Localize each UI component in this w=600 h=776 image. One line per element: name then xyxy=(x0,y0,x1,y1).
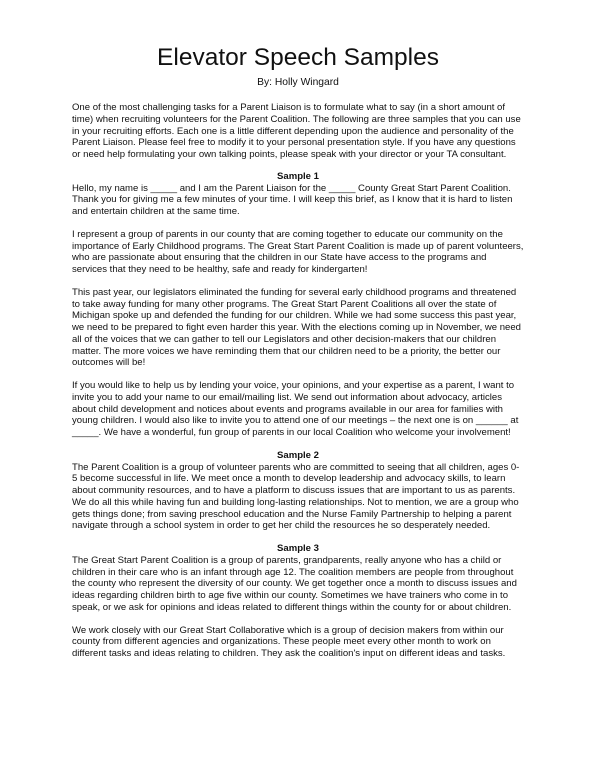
sample-1-paragraph-1: Hello, my name is _____ and I am the Parent Liaison for the _____ County Great Start Parent Coalition. Thank you for giving me a few minutes of your time. I will keep this brief, as I know that it is hard to listen and entertain children at the same time. xyxy=(72,182,513,217)
sample-2-section xyxy=(72,450,524,532)
sample-1-paragraph-2: I represent a group of parents in our county that are coming together to educate our community on the importance of Early Childhood programs. The Great Start Parent Coalition is made up of parent volunteers, who are passionate about ensuring that the children in our State have access to the programs and services that they need to be healthy, safe and ready for kindergarten! xyxy=(72,228,524,275)
document-title: Elevator Speech Samples xyxy=(157,44,439,71)
sample-1-section xyxy=(72,171,524,439)
sample-1-heading: Sample 1 xyxy=(277,170,319,182)
sample-3-section xyxy=(72,543,524,660)
sample-2-heading: Sample 2 xyxy=(277,449,319,461)
sample-1-paragraph-4: If you would like to help us by lending your voice, your opinions, and your expertise as a parent, I want to invite you to add your name to our email/mailing list. We send out information about advocacy, articles about child development and notices about events and programs available in our area for families with young children. I would also like to invite you to attend one of our meetings – the next one is on ______ at _____. We have a wonderful, fun group of parents in our local Coalition who welcome your involvement! xyxy=(72,380,519,438)
sample-3-heading: Sample 3 xyxy=(277,543,319,554)
intro-paragraph: One of the most challenging tasks for a Parent Liaison is to formulate what to say (in a short amount of time) when recruiting volunteers for the Parent Coalition. The following are three samples that you can use in your recruiting efforts. Each one is a little different depending upon the audience and personality of the Parent Liaison. Please feel free to modify it to your personal presentation style. If you have any questions or need help formulating your own talking points, please speak with your director or your TA consultant. xyxy=(72,102,521,160)
sample-1-paragraph-3: This past year, our legislators eliminated the funding for several early childhood programs and threatened to take away funding for many other programs. The Great Start Parent Coalitions all over the state of Michigan spoke up and defended the funding for our children. While we had some success this past year, we need to be prepared to fight even harder this year. With the elections coming up in November, we need all of the voices that we can gather to tell our Legislators and other decision-makers that our children matter. The more voices we have reminding them that our children need to be a priority, the better our outcomes will be! xyxy=(72,286,521,369)
author-byline: By: Holly Wingard xyxy=(257,77,339,88)
sample-2-paragraph-1: The Parent Coalition is a group of volunteer parents who are committed to seeing that all children, ages 0-5 become successful in life. We meet once a month to develop leadership and advocacy skills, to learn about community resources, and to have a platform to discuss issues that are important to us as parents. We do all this while having fun and building long-lasting relationships. Not to mention, we are a group who gets things done; from saving preschool education and the Nurse Family Partnership to helping a parent navigate through a school system in order to get her child the resources he so desperately needed. xyxy=(72,461,520,532)
sample-3-paragraph-1: The Great Start Parent Coalition is a group of parents, grandparents, really anyone who has a child or children in their care who is an infant through age 12. The coalition members are people from throughout the county who represent the diversity of our county. We get together once a month to discuss issues and ideas regarding children birth to age five within our county. Sometimes we have trainers who come in to speak, or we ask for opinions and ideas related to different things within the county for or about children. xyxy=(72,554,517,613)
sample-3-paragraph-2: We work closely with our Great Start Collaborative which is a group of decision makers from within our county from different agencies and organizations. These people meet every other month to work on different tasks and ideas relating to children. They ask the coalition's input on different ideas and tasks. xyxy=(72,624,506,659)
